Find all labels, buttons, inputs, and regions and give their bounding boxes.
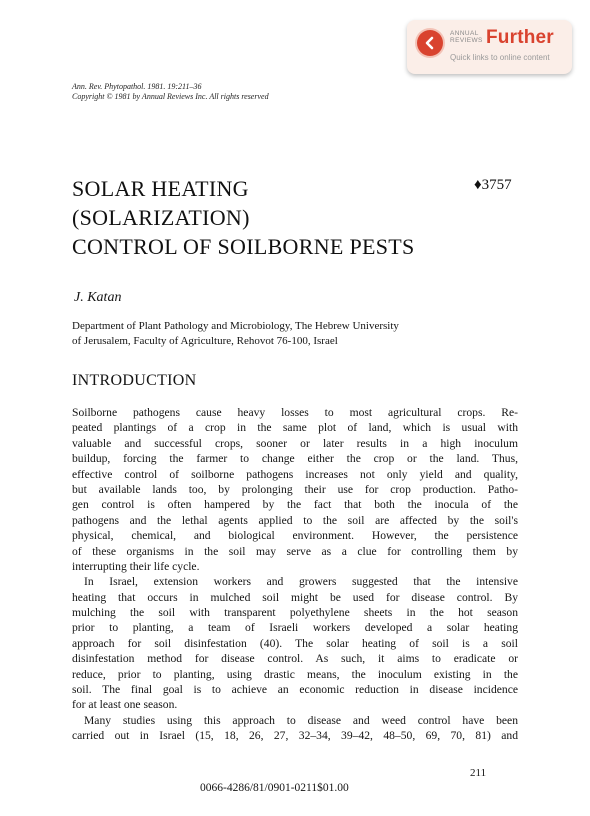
copyright-line: Copyright © 1981 by Annual Reviews Inc. All rights reserved [72, 92, 269, 101]
body-line: approach for soil disinfestation (40). The solar heating of soil is a soil [72, 636, 518, 650]
body-line: soil. The final goal is to achieve an economic reduction in disease incidence [72, 683, 518, 697]
author-name: J. Katan [74, 290, 122, 305]
body-line: heating that occurs in mulched soil might be used for disease control. By [72, 590, 518, 604]
body-line: carried out in Israel (15, 18, 26, 27, 32–34, 39–42, 48–50, 69, 70, 81) and [72, 729, 518, 743]
title-line: CONTROL OF SOILBORNE PESTS [72, 234, 415, 259]
journal-citation [72, 82, 269, 102]
body-line: valuable and successful crops, sooner or later results in a high inoculum [72, 436, 518, 450]
annual-reviews-further-badge[interactable] [407, 20, 572, 74]
body-line: but available lands too, by prolonging their use for crop production. Patho- [72, 482, 518, 496]
affiliation-line: of Jerusalem, Faculty of Agriculture, Rehovot 76-100, Israel [72, 335, 338, 347]
title-line: SOLAR HEATING [72, 176, 249, 201]
body-line: prior to planting, a team of Israeli workers developed a solar heating [72, 621, 518, 635]
body-line: gen control is often hampered by the fact that both the inocula of the [72, 498, 518, 512]
body-line: In Israel, extension workers and growers suggested that the intensive [84, 575, 518, 589]
citation-line: Ann. Rev. Phytopathol. 1981. 19:211–36 [72, 82, 202, 91]
section-heading: INTRODUCTION [72, 372, 197, 389]
body-line: for at least one season. [72, 698, 178, 712]
body-line: buildup, forcing the farmer to change either the crop or the land. Thus, [72, 452, 518, 466]
further-label: Further [486, 27, 554, 48]
page-number: 211 [470, 767, 487, 779]
body-text [72, 405, 518, 744]
body-line: mulching the soil with transparent polyethylene sheets in the hot season [72, 606, 518, 620]
article-title [72, 174, 415, 261]
body-line: disinfestation method for disease control. As such, it aims to eradicate or [72, 652, 518, 666]
title-line: (SOLARIZATION) [72, 205, 250, 230]
annual-reviews-label: ANNUAL REVIEWS [450, 30, 483, 44]
further-logo-icon [417, 30, 443, 56]
body-line: pathogens and the lethal agents applied to the soil are affected by the soil's [72, 513, 518, 527]
body-line: Many studies using this approach to disease and weed control have been [84, 713, 518, 727]
body-line: peated plantings of a crop in the same plot of land, which is usual with [72, 421, 518, 435]
body-line: of these organisms in the soil may serve as a clue for controlling them by [72, 544, 518, 558]
body-line: interrupting their life cycle. [72, 559, 200, 573]
body-line: effective control of soilborne pathogens increases not only yield and quality, [72, 467, 518, 481]
body-line: reduce, prior to planting, using drastic means, the inoculum existing in the [72, 667, 518, 681]
body-line: physical, chemical, and biological environment. However, the persistence [72, 529, 518, 543]
author-affiliation [72, 319, 399, 349]
body-line: Soilborne pathogens cause heavy losses to most agricultural crops. Re- [72, 406, 518, 419]
quick-links-text: Quick links to online content [450, 53, 550, 62]
footer-code: 0066-4286/81/0901-0211$01.00 [200, 782, 349, 794]
affiliation-line: Department of Plant Pathology and Microbiology, The Hebrew University [72, 320, 399, 332]
article-code: ♦3757 [474, 177, 512, 193]
